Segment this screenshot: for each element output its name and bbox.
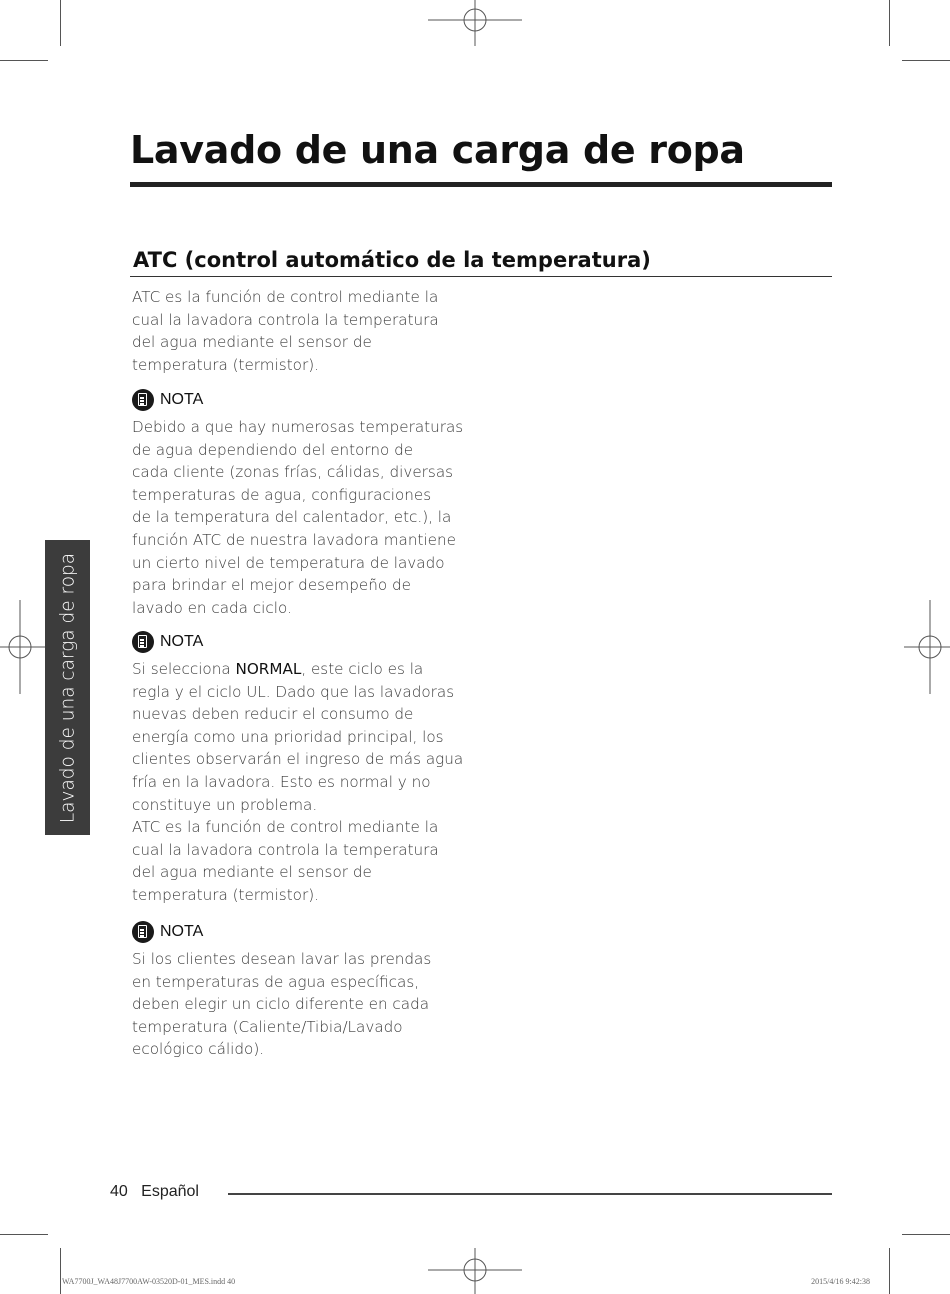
text-line: temperatura (termistor). <box>132 885 319 904</box>
text-line: del agua mediante el sensor de <box>132 333 372 352</box>
text-line: Debido a que hay numerosas temperaturas <box>132 418 464 436</box>
registration-mark-bottom <box>428 1248 522 1294</box>
note-label: NOTA <box>160 391 204 408</box>
text-line: Si selecciona NORMAL, este ciclo es la <box>132 660 424 678</box>
note-paragraph <box>132 416 482 619</box>
text-line: ecológico cálido). <box>132 1040 265 1059</box>
page-title: Lavado de una carga de ropa <box>130 128 745 172</box>
section-title: ATC (control automático de la temperatura) <box>133 248 651 272</box>
text-line: en temperaturas de agua específicas, <box>132 972 420 991</box>
note-paragraph <box>132 658 482 907</box>
text-line: regla y el ciclo UL. Dado que las lavadoras <box>132 682 455 701</box>
note-paragraph <box>132 948 482 1061</box>
note-label: NOTA <box>160 633 204 650</box>
text-line: fría en la lavadora. Esto es normal y no <box>132 772 431 791</box>
text-line: clientes observarán el ingreso de más agua <box>132 750 464 769</box>
footer-divider <box>228 1193 832 1195</box>
note-heading <box>132 920 203 944</box>
text-line: para brindar el mejor desempeño de <box>132 576 411 595</box>
page-number: 40 <box>110 1183 128 1200</box>
crop-mark <box>889 0 890 46</box>
note-icon <box>132 389 154 411</box>
intro-paragraph <box>132 286 482 376</box>
note-label: NOTA <box>160 923 204 940</box>
text-line: del agua mediante el sensor de <box>132 863 372 882</box>
page-footer <box>110 1183 199 1201</box>
text-line: cual la lavadora controla la temperatura <box>132 310 439 329</box>
normal-cycle-name: NORMAL <box>235 660 302 678</box>
crop-mark <box>0 1234 48 1235</box>
text-line: constituye un problema. <box>132 795 318 814</box>
text-line: Si los clientes desean lavar las prendas <box>132 950 432 968</box>
text-line: deben elegir un ciclo diferente en cada <box>132 995 430 1014</box>
footer-language: Español <box>141 1183 199 1200</box>
note-heading <box>132 388 203 412</box>
crop-mark <box>889 1248 890 1294</box>
text-line: temperatura (termistor). <box>132 355 319 374</box>
text-line: temperaturas de agua, configuraciones <box>132 485 432 504</box>
text-line: ATC es la función de control mediante la <box>132 818 439 837</box>
text-line: nuevas deben reducir el consumo de <box>132 705 414 724</box>
chapter-side-tab-label: Lavado de una carga de ropa <box>57 552 78 823</box>
note-icon <box>132 921 154 943</box>
text-line: lavado en cada ciclo. <box>132 598 292 617</box>
crop-mark <box>60 0 61 46</box>
crop-mark <box>902 60 950 61</box>
text-line: cual la lavadora controla la temperatura <box>132 840 439 859</box>
registration-mark-left <box>0 600 46 694</box>
print-slug-file: WA7700J_WA48J7700AW-03520D-01_MES.indd 40 <box>62 1277 236 1286</box>
title-underline <box>130 182 832 187</box>
text-line: de agua dependiendo del entorno de <box>132 440 414 459</box>
note-heading <box>132 630 203 654</box>
section-divider <box>130 276 832 277</box>
note-icon <box>132 631 154 653</box>
text-line: ATC es la función de control mediante la <box>132 288 439 306</box>
print-slug-timestamp: 2015/4/16 9:42:38 <box>811 1277 870 1286</box>
text-line: función ATC de nuestra lavadora mantiene <box>132 530 456 549</box>
text-line: energía como una prioridad principal, los <box>132 727 444 746</box>
text-line: temperatura (Caliente/Tibia/Lavado <box>132 1017 403 1036</box>
text-line: de la temperatura del calentador, etc.), la <box>132 508 452 527</box>
text-line: cada cliente (zonas frías, cálidas, diversas <box>132 463 454 482</box>
text-line: un cierto nivel de temperatura de lavado <box>132 553 445 572</box>
crop-mark <box>0 60 48 61</box>
crop-mark <box>60 1248 61 1294</box>
crop-mark <box>902 1234 950 1235</box>
registration-mark-right <box>904 600 950 694</box>
chapter-side-tab <box>45 540 90 835</box>
registration-mark-top <box>428 0 522 46</box>
